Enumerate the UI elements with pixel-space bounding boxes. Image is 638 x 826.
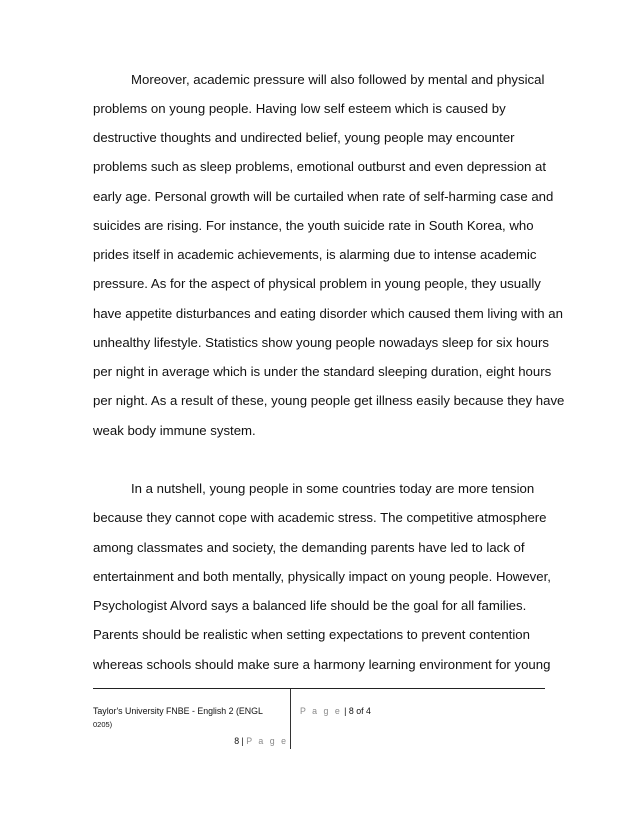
paragraph-line: problems on young people. Having low self esteem which is caused by	[93, 101, 506, 116]
footer-divider	[290, 689, 291, 749]
paragraph-line: have appetite disturbances and eating disorder which caused them living with an	[93, 306, 563, 321]
footer-page-number	[233, 733, 288, 749]
paragraph-line: whereas schools should make sure a harmony learning environment for young	[93, 657, 551, 672]
paragraph-line: prides itself in academic achievements, is alarming due to intense academic	[93, 247, 537, 262]
footer-page-value: | 8 of 4	[341, 706, 371, 716]
paragraph-line: per night in average which is under the standard sleeping duration, eight hours	[93, 364, 552, 379]
paragraph-line: early age. Personal growth will be curtailed when rate of self-harming case and	[93, 189, 554, 204]
paragraph-line: Moreover, academic pressure will also followed by mental and physical	[131, 72, 545, 87]
footer-page-number-value: 8 |	[234, 736, 247, 746]
paragraph-line: Parents should be realistic when setting expectations to prevent contention	[93, 627, 530, 642]
footer-course-line-1: Taylor's University FNBE - English 2 (ENGL	[93, 706, 263, 716]
footer-page-indicator	[300, 703, 371, 719]
paragraph-line: unhealthy lifestyle. Statistics show young people nowadays sleep for six hours	[93, 335, 549, 350]
footer-course-line-2: 0205)	[93, 720, 113, 729]
page-footer	[93, 688, 545, 749]
paragraph-line: among classmates and society, the demanding parents have led to lack of	[93, 540, 525, 555]
paragraph-line: weak body immune system.	[93, 423, 256, 438]
footer-page-number-word: P a g e	[246, 736, 288, 746]
paragraph-line: suicides are rising. For instance, the youth suicide rate in South Korea, who	[93, 218, 534, 233]
footer-page-word: P a g e	[300, 706, 342, 716]
paragraph-line: destructive thoughts and undirected belief, young people may encounter	[93, 130, 515, 145]
paragraph-line: In a nutshell, young people in some countries today are more tension	[131, 481, 535, 496]
paragraph-line: problems such as sleep problems, emotional outburst and even depression at	[93, 159, 547, 174]
paragraph-line: because they cannot cope with academic stress. The competitive atmosphere	[93, 510, 547, 525]
paragraph-line: Psychologist Alvord says a balanced life should be the goal for all families.	[93, 598, 527, 613]
footer-course-info	[93, 703, 289, 731]
paragraph-line: entertainment and both mentally, physically impact on young people. However,	[93, 569, 551, 584]
paragraph-line: pressure. As for the aspect of physical problem in young people, they usually	[93, 276, 541, 291]
paragraph-line: per night. As a result of these, young people get illness easily because they have	[93, 393, 565, 408]
